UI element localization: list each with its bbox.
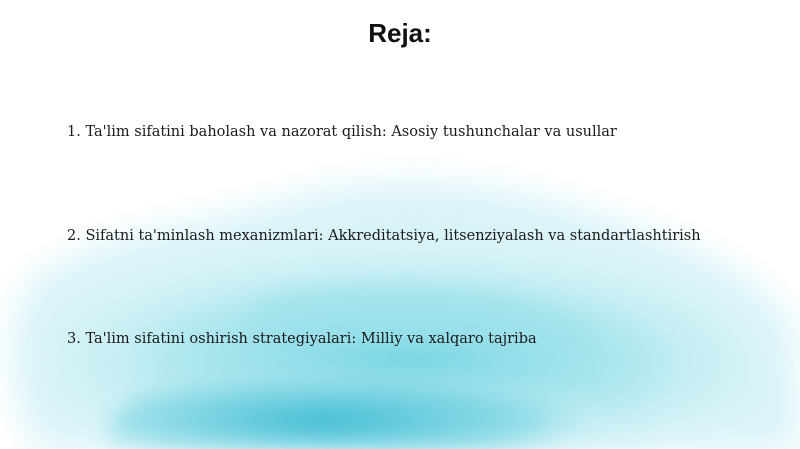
list-item: 1. Ta'lim sifatini baholash va nazorat qilish: Asosiy tushunchalar va usullar: [67, 124, 617, 140]
slide-title: Reja:: [368, 18, 432, 48]
list-item: 3. Ta'lim sifatini oshirish strategiyalari: Milliy va xalqaro tajriba: [67, 331, 537, 347]
list-item: 2. Sifatni ta'minlash mexanizmlari: Akkreditatsiya, litsenziyalash va standartlashtirish: [67, 228, 701, 244]
